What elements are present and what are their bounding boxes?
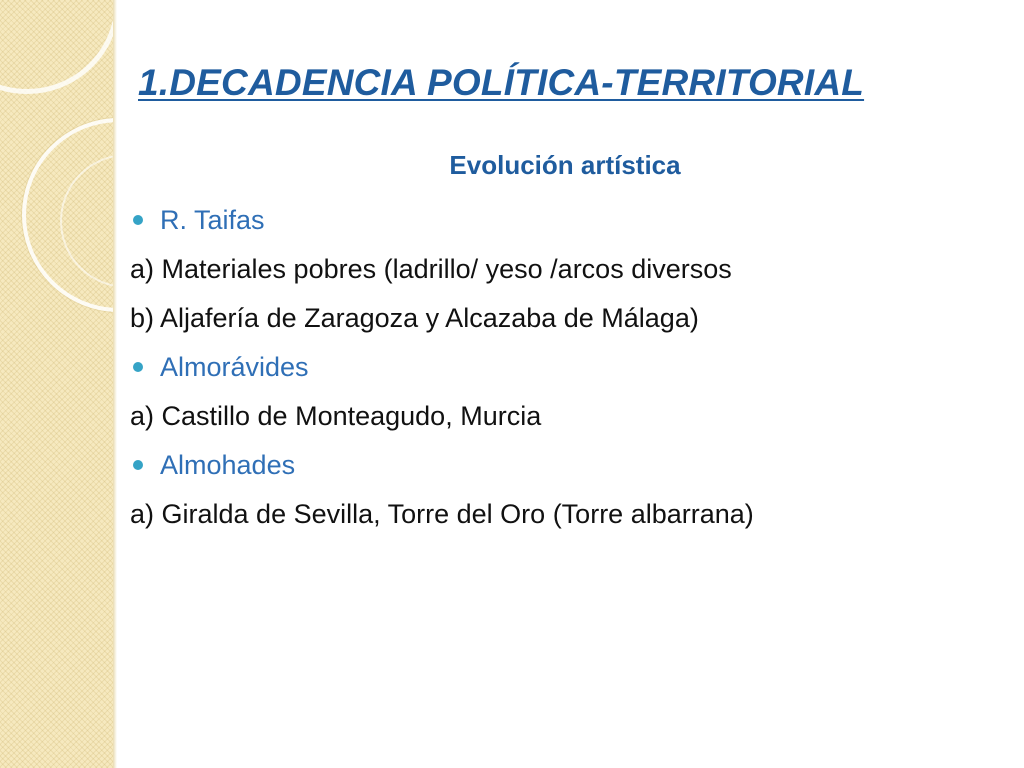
bullet-item-taifas <box>130 198 1010 247</box>
bullet-item-almohades <box>130 443 1010 492</box>
slide-subtitle: Evolución artística <box>449 150 681 180</box>
slide-title: 1.DECADENCIA POLÍTICA-TERRITORIAL <box>138 62 865 103</box>
text-line-giralda: a) Giralda de Sevilla, Torre del Oro (Torre albarrana) <box>130 499 754 529</box>
slide-content <box>130 198 1010 541</box>
text-line-materiales: a) Materiales pobres (ladrillo/ yeso /arcos diversos <box>130 254 732 284</box>
bullet-dot-icon <box>133 362 143 372</box>
text-line-aljaferia: b) Aljafería de Zaragoza y Alcazaba de Málaga) <box>130 303 699 333</box>
bullet-dot-icon <box>133 460 143 470</box>
bullet-item-label: Almohades <box>160 450 296 480</box>
bullet-item-label: Almorávides <box>160 352 309 382</box>
text-line-castillo: a) Castillo de Monteagudo, Murcia <box>130 401 542 431</box>
decorative-sidebar <box>0 0 113 768</box>
bullet-dot-icon <box>133 215 143 225</box>
sidebar-edge <box>113 0 117 768</box>
bullet-item-label: R. Taifas <box>160 205 265 235</box>
bullet-item-almoravides <box>130 345 1010 394</box>
decorative-circle-top <box>0 0 113 94</box>
